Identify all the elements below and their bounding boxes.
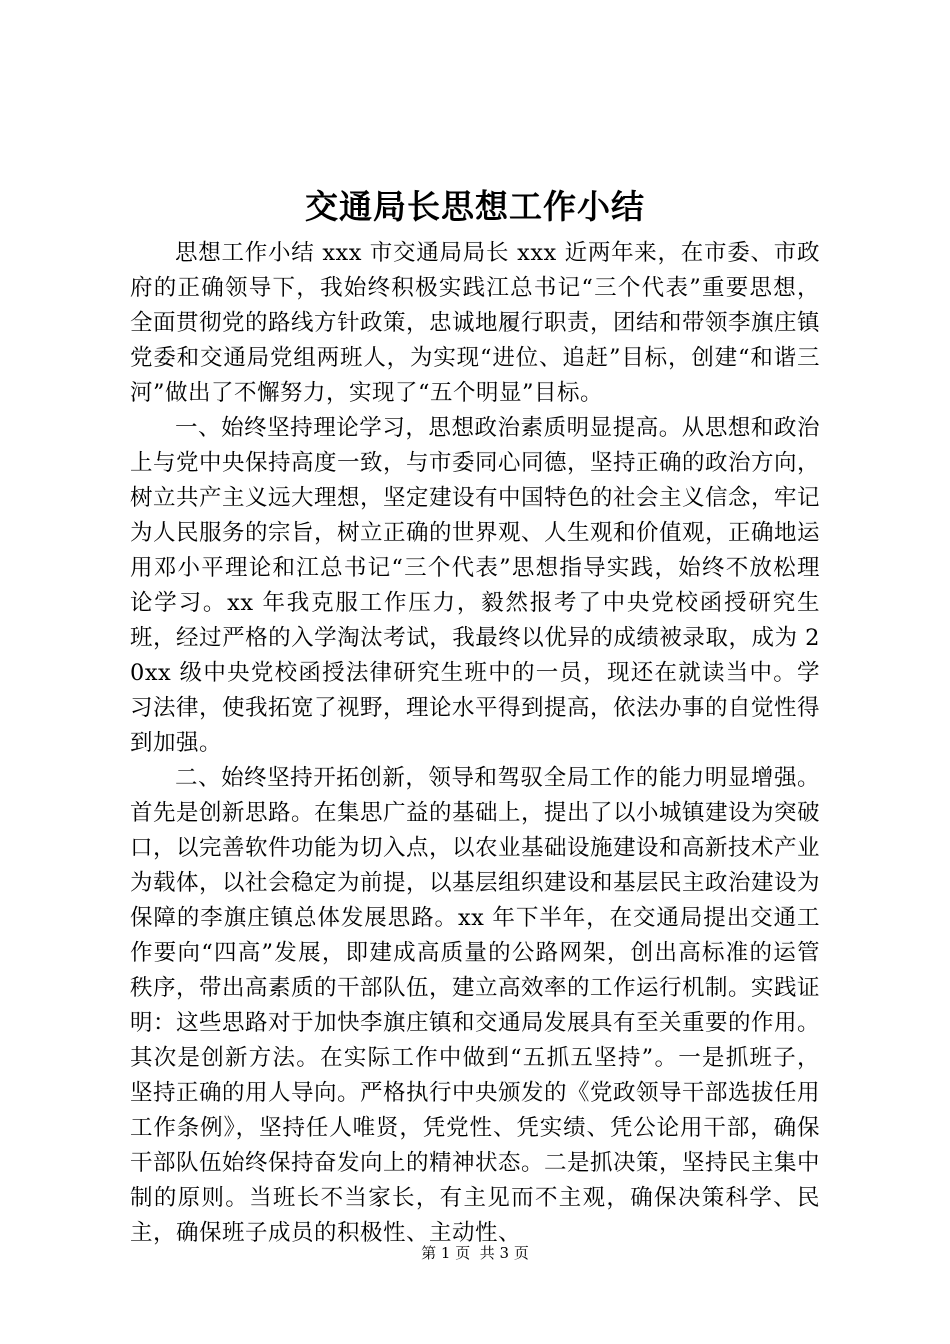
page-footer (0, 1242, 950, 1264)
page-total: 共 3 页 (479, 1244, 529, 1262)
document-body (130, 236, 820, 1251)
paragraph-intro: 思想工作小结 xxx 市交通局局长 xxx 近两年来，在市委、市政府的正确领导下，我始终积极实践江总书记“三个代表”重要思想，全面贯彻党的路线方针政策，忠诚地履行职责，团结和带领李旗庄镇党委和交通局党组两班人，为实现“进位、追赶”目标，创建“和谐三河”做出了不懈努力，实现了“五个明显”目标。 (130, 240, 821, 406)
paragraph-section-2: 二、始终坚持开拓创新，领导和驾驭全局工作的能力明显增强。首先是创新思路。在集思广益的基础上，提出了以小城镇建设为突破口，以完善软件功能为切入点，以农业基础设施建设和高新技术产业为载体，以社会稳定为前提，以基层组织建设和基层民主政治建设为保障的李旗庄镇总体发展思路。xx 年下半年，在交通局提出交通工作要向“四高”发展，即建成高质量的公路网架，创出高标准的运管秩序，带出高素质的干部队伍，建立高效率的工作运行机制。实践证明：这些思路对于加快李旗庄镇和交通局发展具有至关重要的作用。其次是创新方法。在实际工作中做到“五抓五坚持”。一是抓班子，坚持正确的用人导向。严格执行中央颁发的《党政领导干部选拔任用工作条例》，坚持任人唯贤，凭党性、凭实绩、凭公论用干部，确保干部队伍始终保持奋发向上的精神状态。二是抓决策，坚持民主集中制的原则。当班长不当家长，有主见而不主观，确保决策科学、民主，确保班子成员的积极性、主动性、 (130, 765, 821, 1246)
page-number: 第 1 页 (421, 1244, 471, 1262)
document-title: 交通局长思想工作小结 (305, 187, 645, 226)
paragraph-section-1: 一、始终坚持理论学习，思想政治素质明显提高。从思想和政治上与党中央保持高度一致，与市委同心同德，坚持正确的政治方向，树立共产主义远大理想，坚定建设有中国特色的社会主义信念，牢记为人民服务的宗旨，树立正确的世界观、人生观和价值观，正确地运用邓小平理论和江总书记“三个代表”思想指导实践，始终不放松理论学习。xx 年我克服工作压力，毅然报考了中央党校函授研究生班，经过严格的入学淘汰考试，我最终以优异的成绩被录取，成为 20xx 级中央党校函授法律研究生班中的一员，现还在就读当中。学习法律，使我拓宽了视野，理论水平得到提高，依法办事的自觉性得到加强。 (130, 415, 821, 756)
